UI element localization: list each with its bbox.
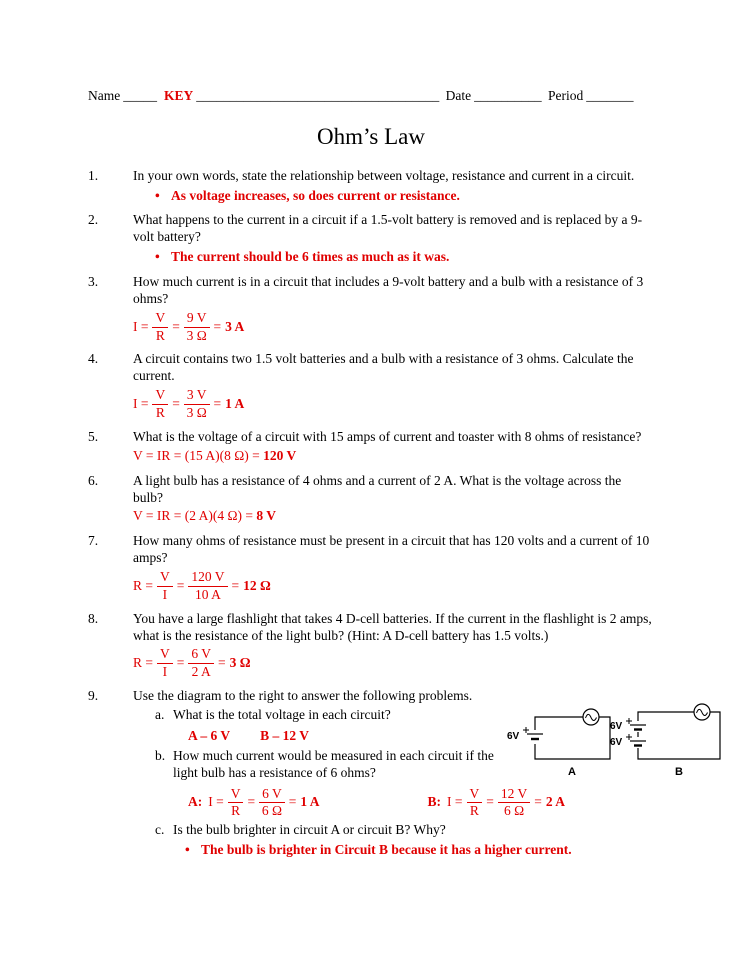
fraction-denominator: R — [155, 327, 165, 343]
question-text: Use the diagram to the right to answer the following problems. — [133, 688, 473, 704]
fraction-numerator: 3 V — [184, 388, 210, 405]
formula-fraction-symbolic — [467, 787, 483, 820]
formula-equals: = — [231, 577, 240, 593]
formula-lhs: R = — [133, 655, 153, 671]
circuit-a — [523, 709, 610, 759]
fraction-denominator: R — [231, 803, 241, 819]
question-text: What happens to the current in a circuit if a 1.5-volt battery is removed and is replaced by a 9-volt battery? — [133, 212, 643, 245]
formula-fraction-values — [184, 311, 210, 344]
question-8 — [88, 611, 654, 682]
question-body — [133, 533, 654, 604]
formula-equals: = — [218, 655, 226, 671]
fraction-numerator: V — [152, 311, 168, 328]
question-text: You have a large flashlight that takes 4 D-cell batteries. If the current in the flashlight is 2 amps, what is the resistance of the light bulb? (Hint: A D-cell battery has 1.5 volts.) — [133, 610, 652, 643]
battery-b1-label: 6V — [610, 721, 623, 732]
circuit-a-wire — [535, 717, 610, 759]
question-body — [133, 429, 654, 467]
name-blank-line: ____________________________________ — [196, 88, 440, 103]
circuit-b — [626, 704, 720, 759]
formula-equals: = — [176, 577, 185, 593]
date-blank: __________ — [474, 88, 542, 103]
formula-result: 3 Ω — [229, 655, 251, 671]
fraction-numerator: V — [467, 787, 483, 804]
fraction-denominator: I — [162, 664, 168, 680]
formula-fraction-values — [259, 787, 285, 820]
answer-result: 8 V — [256, 508, 277, 524]
circuit-diagram — [505, 692, 740, 782]
formula-lhs: R = — [133, 577, 153, 593]
answer-result: 120 V — [263, 447, 297, 463]
formula-fraction-values — [188, 570, 227, 603]
fraction-numerator: V — [157, 647, 173, 664]
question-text: What is the voltage of a circuit with 15 amps of current and toaster with 8 ohms of resistance? — [133, 428, 642, 444]
formula-fraction-symbolic — [157, 570, 173, 603]
fraction-denominator: 10 A — [195, 586, 221, 602]
sub-question-c — [155, 822, 654, 839]
formula-result: 3 A — [225, 318, 245, 334]
fraction-numerator: 12 V — [498, 787, 530, 804]
formula-equals: = — [172, 396, 180, 412]
formula-equals: = — [486, 794, 494, 810]
formula-equals: = — [247, 794, 256, 810]
answer-formula — [133, 647, 654, 680]
question-number: 3. — [88, 274, 99, 289]
battery-b2-label: 6V — [610, 737, 623, 748]
question-number: 9. — [88, 688, 99, 704]
answer-bullet-row — [155, 249, 654, 266]
answer-text: The current should be 6 times as much as it was. — [171, 249, 450, 265]
circuit-b-wire — [638, 712, 694, 721]
answer-text: The bulb is brighter in Circuit B because it has a higher current. — [201, 842, 572, 858]
fraction-denominator: 3 Ω — [186, 405, 207, 421]
question-number: 7. — [88, 533, 99, 549]
formula-fraction-symbolic — [228, 787, 244, 820]
answer-bullet-row — [155, 188, 654, 205]
answer-circuit-b: B – 12 V — [260, 727, 310, 743]
formula-equals: = — [534, 794, 542, 810]
question-body — [133, 351, 654, 422]
name-blank: _____ — [123, 88, 157, 103]
question-text: How many ohms of resistance must be present in a circuit that has 120 volts and a current of 10 amps? — [133, 533, 650, 566]
question-3 — [88, 274, 654, 345]
answer-formula-circuit-b — [428, 787, 566, 820]
fraction-denominator: 6 Ω — [261, 803, 283, 819]
formula-fraction-symbolic — [152, 388, 168, 421]
fraction-denominator: I — [162, 586, 168, 602]
sub-question-text: Is the bulb brighter in circuit A or circuit B? Why? — [173, 822, 446, 838]
sub-question-label: b. — [155, 747, 166, 763]
formula-result: 1 A — [225, 396, 245, 412]
period-label: Period — [547, 88, 584, 103]
answer-formula — [133, 311, 654, 344]
fraction-denominator: R — [155, 405, 165, 421]
fraction-numerator: 9 V — [184, 311, 210, 328]
question-1 — [88, 168, 654, 207]
question-text: A circuit contains two 1.5 volt batteries and a bulb with a resistance of 3 ohms. Calculate the current. — [133, 351, 634, 384]
question-text: How much current is in a circuit that includes a 9-volt battery and a bulb with a resistance of 3 ohms? — [133, 274, 644, 306]
formula-equals: = — [176, 655, 185, 671]
formula-fraction-values — [188, 647, 214, 680]
question-body — [133, 473, 654, 528]
question-body — [133, 274, 654, 345]
question-7 — [88, 533, 654, 604]
question-number: 2. — [88, 212, 99, 228]
formula-lhs: I = — [133, 318, 149, 334]
fraction-denominator: 3 Ω — [186, 327, 207, 343]
question-number: 1. — [88, 167, 99, 183]
formula-equals: = — [213, 396, 222, 412]
formula-fraction-symbolic — [157, 647, 173, 680]
formula-lhs: I = — [208, 794, 224, 810]
sub-question-text: How much current would be measured in each circuit if the light bulb has a resistance of 6 ohms? — [173, 747, 494, 780]
question-body — [133, 168, 654, 207]
date-label: Date — [445, 88, 472, 103]
page-title: Ohm’s Law — [317, 123, 425, 149]
formula-equals: = — [213, 318, 222, 334]
question-text: In your own words, state the relationship between voltage, resistance and current in a circuit. — [133, 167, 635, 183]
formula-result: 2 A — [545, 794, 566, 810]
formula-fraction-values — [498, 787, 530, 820]
fraction-numerator: V — [228, 787, 244, 804]
period-blank: _______ — [586, 88, 634, 103]
question-number: 8. — [88, 610, 99, 626]
question-5 — [88, 429, 654, 467]
fraction-numerator: 6 V — [259, 787, 285, 804]
question-number: 6. — [88, 472, 99, 488]
question-body — [133, 611, 654, 682]
formula-fraction-symbolic — [152, 311, 168, 344]
question-text: A light bulb has a resistance of 4 ohms and a current of 2 A. What is the voltage across the bulb? — [133, 472, 622, 505]
question-4 — [88, 351, 654, 422]
question-number: 5. — [88, 428, 99, 444]
sub-b-answers — [188, 787, 654, 820]
sub-question-text: What is the total voltage in each circuit? — [173, 707, 391, 722]
answer-inline — [133, 508, 654, 525]
answer-equation: V = IR = (2 A)(4 Ω) = — [133, 508, 253, 524]
answer-circuit-a: A – 6 V — [188, 727, 231, 743]
answer-key-label: KEY — [163, 88, 194, 103]
question-body — [133, 212, 654, 268]
formula-prefix: A: — [188, 794, 203, 810]
answer-formula — [133, 570, 654, 603]
formula-lhs: I = — [133, 396, 149, 412]
formula-result: 12 Ω — [243, 577, 271, 593]
answer-formula — [133, 388, 654, 421]
question-number: 4. — [88, 351, 99, 367]
fraction-numerator: 6 V — [188, 647, 214, 664]
formula-fraction-values — [184, 388, 210, 421]
answer-bullet-row — [185, 842, 654, 859]
fraction-denominator: R — [469, 803, 479, 819]
fraction-denominator: 2 A — [191, 664, 211, 680]
name-label: Name — [88, 88, 121, 103]
fraction-numerator: V — [152, 388, 168, 405]
answer-inline — [133, 448, 654, 465]
fraction-numerator: V — [157, 570, 173, 587]
fraction-denominator: 6 Ω — [503, 803, 525, 819]
circuit-a-label: A — [568, 766, 576, 778]
circuit-b-wire — [638, 712, 720, 759]
circuit-a-wire — [535, 717, 583, 730]
bullet-icon: • — [185, 842, 190, 858]
answer-text: As voltage increases, so does current or resistance. — [171, 187, 460, 203]
sub-question-label: a. — [155, 707, 165, 722]
question-2 — [88, 212, 654, 268]
battery-a-label: 6V — [507, 731, 520, 742]
fraction-numerator: 120 V — [188, 570, 227, 587]
header — [88, 88, 654, 105]
formula-lhs: I = — [447, 794, 463, 810]
sub-question-label: c. — [155, 822, 165, 838]
circuit-b-label: B — [675, 766, 683, 778]
answer-formula-circuit-a — [188, 787, 320, 820]
bullet-icon: • — [155, 187, 160, 203]
answer-equation: V = IR = (15 A)(8 Ω) = — [133, 447, 260, 463]
formula-equals: = — [172, 318, 180, 334]
question-6 — [88, 473, 654, 528]
formula-prefix: B: — [427, 794, 442, 810]
formula-equals: = — [288, 794, 297, 810]
bullet-icon: • — [155, 249, 160, 265]
formula-result: 1 A — [300, 794, 320, 810]
